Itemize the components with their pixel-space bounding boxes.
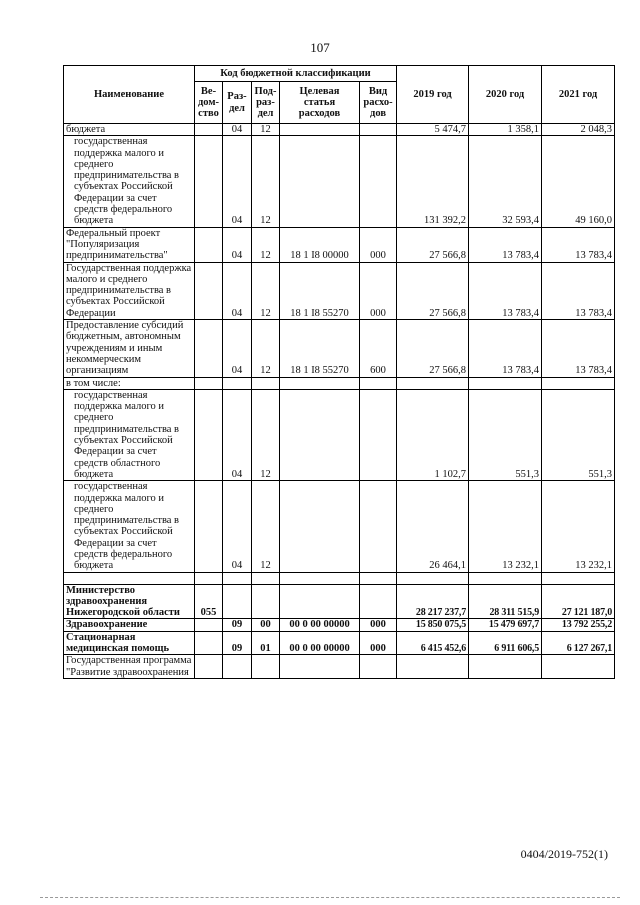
row-2020: 551,3 [469,389,542,480]
row-celevaya [280,377,360,389]
row-vid: 000 [360,631,397,655]
row-celevaya: 00 0 00 00000 [280,619,360,631]
table-row [64,481,615,572]
row-2021: 551,3 [542,389,615,480]
row-2020: 13 783,4 [469,227,542,262]
row-razdel: 04 [223,136,252,227]
row-ved: 055 [195,584,223,619]
header-name: Наименование [64,66,195,124]
row-razdel [223,655,252,679]
row-2021 [542,572,615,584]
row-vid: 600 [360,320,397,377]
row-celevaya [280,136,360,227]
row-celevaya: 00 0 00 00000 [280,631,360,655]
row-ved [195,320,223,377]
row-2021: 13 792 255,2 [542,619,615,631]
row-ved [195,227,223,262]
row-podrazdel: 12 [252,262,280,319]
row-name [64,572,195,584]
row-vid [360,136,397,227]
row-razdel [223,572,252,584]
row-razdel: 04 [223,320,252,377]
row-2020: 13 783,4 [469,320,542,377]
row-2019: 26 464,1 [397,481,469,572]
row-celevaya [280,655,360,679]
row-razdel [223,584,252,619]
row-name: Здравоохранение [64,619,195,631]
row-2019 [397,572,469,584]
row-ved [195,619,223,631]
row-name: Министерство здравоохранения Нижегородской области [64,584,195,619]
row-podrazdel: 12 [252,227,280,262]
row-2021: 13 783,4 [542,262,615,319]
row-razdel: 04 [223,262,252,319]
row-2021: 6 127 267,1 [542,631,615,655]
row-2019: 6 415 452,6 [397,631,469,655]
row-ved [195,136,223,227]
row-2019: 131 392,2 [397,136,469,227]
table-row [64,262,615,319]
table-row [64,619,615,631]
row-celevaya [280,481,360,572]
header-2019: 2019 год [397,66,469,124]
row-name: государственная поддержка малого и среднего предпринимательства в субъектах Российской Федерации за счет средств федерального бюджета [64,481,195,572]
table-row-spacer [64,572,615,584]
row-name: государственная поддержка малого и среднего предпринимательства в субъектах Российской Федерации за счет средств федерального бюджета [64,136,195,227]
row-vid: 000 [360,619,397,631]
table-row [64,631,615,655]
row-name: Государственная программа "Развитие здравоохранения [64,655,195,679]
row-podrazdel: 01 [252,631,280,655]
row-2019: 15 850 075,5 [397,619,469,631]
row-celevaya [280,389,360,480]
row-podrazdel [252,655,280,679]
row-2021: 13 783,4 [542,320,615,377]
row-2021: 13 783,4 [542,227,615,262]
row-podrazdel: 12 [252,124,280,136]
header-2021: 2021 год [542,66,615,124]
row-ved [195,481,223,572]
row-vid: 000 [360,262,397,319]
row-name: в том числе: [64,377,195,389]
header-2020: 2020 год [469,66,542,124]
row-podrazdel: 12 [252,136,280,227]
row-2020 [469,655,542,679]
row-2020 [469,572,542,584]
row-name: бюджета [64,124,195,136]
table-row [64,377,615,389]
row-2019: 27 566,8 [397,262,469,319]
row-vid [360,584,397,619]
row-podrazdel [252,377,280,389]
row-2020: 6 911 606,5 [469,631,542,655]
header-podrazdel: Под- раз- дел [252,82,280,124]
row-vid: 000 [360,227,397,262]
table-row [64,227,615,262]
row-2020 [469,377,542,389]
row-razdel: 04 [223,389,252,480]
row-2020: 13 783,4 [469,262,542,319]
row-celevaya [280,124,360,136]
row-2020: 28 311 515,9 [469,584,542,619]
row-ved [195,377,223,389]
row-name: Предоставление субсидий бюджетным, автономным учреждениям и иным некоммерческим организациям [64,320,195,377]
row-razdel: 04 [223,481,252,572]
row-vid [360,389,397,480]
row-razdel: 04 [223,124,252,136]
row-2020: 1 358,1 [469,124,542,136]
row-2021: 49 160,0 [542,136,615,227]
row-celevaya: 18 1 I8 55270 [280,320,360,377]
table-row [64,655,615,679]
row-name: Стационарная медицинская помощь [64,631,195,655]
row-podrazdel: 12 [252,481,280,572]
budget-table [63,65,615,679]
row-razdel: 09 [223,631,252,655]
row-razdel: 04 [223,227,252,262]
row-ved [195,124,223,136]
page-number: 107 [310,40,330,55]
document-code: 0404/2019-752(1) [520,847,608,861]
row-vid [360,572,397,584]
row-2019 [397,655,469,679]
row-ved [195,572,223,584]
header-vid: Вид расхо- дов [360,82,397,124]
row-2019: 27 566,8 [397,320,469,377]
row-ved [195,389,223,480]
row-2019: 5 474,7 [397,124,469,136]
row-vid [360,481,397,572]
row-celevaya [280,584,360,619]
row-ved [195,655,223,679]
row-celevaya: 18 1 I8 00000 [280,227,360,262]
row-razdel: 09 [223,619,252,631]
row-name: Федеральный проект "Популяризация предпринимательства" [64,227,195,262]
row-celevaya [280,572,360,584]
row-ved [195,631,223,655]
bottom-divider [40,897,620,898]
row-2020: 13 232,1 [469,481,542,572]
row-2020: 32 593,4 [469,136,542,227]
header-celevaya: Целевая статья расходов [280,82,360,124]
table-row [64,389,615,480]
row-name: государственная поддержка малого и среднего предпринимательства в субъектах Российской Федерации за счет средств областного бюджета [64,389,195,480]
row-podrazdel [252,584,280,619]
row-2020: 15 479 697,7 [469,619,542,631]
table-row [64,320,615,377]
row-2021 [542,655,615,679]
row-razdel [223,377,252,389]
header-razdel: Раз- дел [223,82,252,124]
row-2021: 27 121 187,0 [542,584,615,619]
row-2019: 28 217 237,7 [397,584,469,619]
row-2019: 27 566,8 [397,227,469,262]
row-2021 [542,377,615,389]
row-podrazdel: 12 [252,389,280,480]
row-2019 [397,377,469,389]
row-celevaya: 18 1 I8 55270 [280,262,360,319]
table-row [64,136,615,227]
row-vid [360,124,397,136]
row-2019: 1 102,7 [397,389,469,480]
row-2021: 13 232,1 [542,481,615,572]
row-2021: 2 048,3 [542,124,615,136]
row-podrazdel: 12 [252,320,280,377]
row-podrazdel [252,572,280,584]
header-ved: Ве- дом- ство [195,82,223,124]
row-podrazdel: 00 [252,619,280,631]
row-ved [195,262,223,319]
row-vid [360,655,397,679]
row-vid [360,377,397,389]
header-code-group: Код бюджетной классификации [195,66,397,82]
row-name: Государственная поддержка малого и среднего предпринимательства в субъектах Российской Федерации [64,262,195,319]
table-row [64,124,615,136]
table-row [64,584,615,619]
